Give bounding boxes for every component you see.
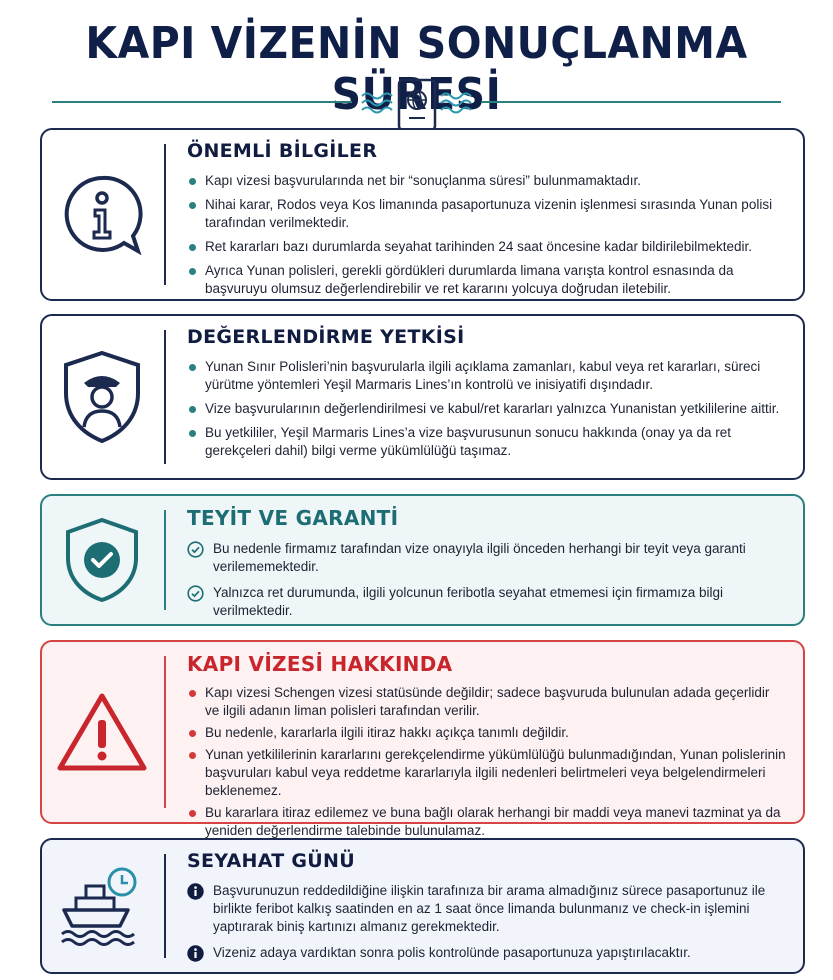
section-divider	[164, 144, 166, 285]
list-item: Kapı vizesi başvurularında net bir “sonuçlanma süresi” bulunmamaktadır.	[187, 172, 787, 190]
info-circle-icon	[187, 945, 204, 962]
police-officer-shield-icon	[60, 349, 144, 445]
list-item: Yunan Sınır Polisleri’nin başvurularla ilgili açıklama zamanları, kabul veya ret kararları, süreci yürütme yöntemleri Yeşil Marmaris Lines’ın kontrolü ve inisiyatifi dışındadır.	[187, 358, 787, 394]
info-speech-bubble-icon	[57, 170, 147, 260]
section-travel-day	[40, 838, 805, 974]
list-item-text: Yalnızca ret durumunda, ilgili yolcunun feribotla seyahat etmemesi için firmamıza bilgi verilmektedir.	[213, 585, 723, 618]
list-item	[187, 882, 787, 936]
passport-icon	[399, 80, 435, 130]
section-divider	[164, 854, 166, 958]
bullet-list	[187, 684, 787, 840]
list-item: Bu kararlara itiraz edilemez ve buna bağlı olarak herhangi bir maddi veya manevi tazminat ya da yeniden değerlendirme talebinde bulunulamaz.	[187, 804, 787, 840]
check-list	[187, 540, 787, 620]
list-item: Nihai karar, Rodos veya Kos limanında pasaportunuza vizenin işlenmesi sırasında Yunan polisi tarafından verilmektedir.	[187, 196, 787, 232]
section-heading: SEYAHAT GÜNÜ	[187, 850, 355, 872]
warning-triangle-icon	[54, 690, 150, 774]
list-item-text: Vizeniz adaya vardıktan sonra polis kontrolünde pasaportunuza yapıştırılacaktır.	[213, 945, 691, 960]
section-heading: DEĞERLENDİRME YETKİSİ	[187, 326, 465, 348]
section-divider	[164, 656, 166, 808]
check-circle-icon	[187, 585, 204, 602]
list-item-text: Bu nedenle firmamız tarafından vize onayıyla ilgili önceden herhangi bir teyit veya garanti verilememektedir.	[213, 541, 746, 574]
shield-check-icon	[64, 516, 140, 604]
info-circle-icon	[187, 883, 204, 900]
section-important-info	[40, 128, 805, 301]
section-divider	[164, 510, 166, 610]
list-item: Bu nedenle, kararlarla ilgili itiraz hakkı açıkça tanımlı değildir.	[187, 724, 787, 742]
section-heading: TEYİT VE GARANTİ	[187, 506, 399, 530]
list-item: Ret kararları bazı durumlarda seyahat tarihinden 24 saat öncesine kadar bildirilebilmektedir.	[187, 238, 787, 256]
list-item: Bu yetkililer, Yeşil Marmaris Lines’a vize başvurusunun sonucu hakkında (onay ya da ret gerekçeleri dahil) bilgi verme yükümlülüğü taşımaz.	[187, 424, 787, 460]
list-item: Ayrıca Yunan polisleri, gerekli gördükleri durumlarda limana varışta kontrol esnasında da başvuruyu olumsuz değerlendirebilir ve ret kararını yolcuya doğrudan iletebilir.	[187, 262, 787, 298]
check-circle-icon	[187, 541, 204, 558]
info-list	[187, 882, 787, 962]
list-item	[187, 540, 787, 576]
section-heading: KAPI VİZESİ HAKKINDA	[187, 652, 453, 676]
bullet-list	[187, 172, 787, 298]
section-divider	[164, 330, 166, 464]
list-item	[187, 944, 787, 962]
section-door-visa-about	[40, 640, 805, 838]
list-item: Yunan yetkililerinin kararlarını gerekçelendirme yükümlülüğü bulunmadığından, Yunan polislerinin başvuruları kabul veya reddetme kararlarıyla ilgili nedenleri belirtmeleri veya belgelendirmeleri beklenemez.	[187, 746, 787, 800]
list-item: Vize başvurularının değerlendirilmesi ve kabul/ret kararları yalnızca Yunanistan yetkililerine aittir.	[187, 400, 787, 418]
bullet-list	[187, 358, 787, 460]
list-item: Kapı vizesi Schengen vizesi statüsünde değildir; sadece başvuruda bulunulan adada geçerlidir ve ilgili adanın liman polisleri tarafından verilir.	[187, 684, 787, 720]
section-heading: ÖNEMLİ BİLGİLER	[187, 140, 378, 162]
list-item	[187, 584, 787, 620]
list-item-text: Başvurunuzun reddedildiğine ilişkin tarafınıza bir arama almadığınız sürece pasaportunuz ile birlikte feribot kalkış saatinden en az 1 saat önce limanda bulunmanız ve check-in işlemini yaptırarak biniş kartınızı almanız gerekmektedir.	[213, 883, 766, 934]
section-confirmation-guarantee	[40, 494, 805, 626]
page-title: KAPI VİZENİN SONUÇLANMA SÜRESİ	[85, 18, 748, 120]
section-evaluation-authority	[40, 314, 805, 480]
ship-clock-icon	[56, 864, 148, 948]
